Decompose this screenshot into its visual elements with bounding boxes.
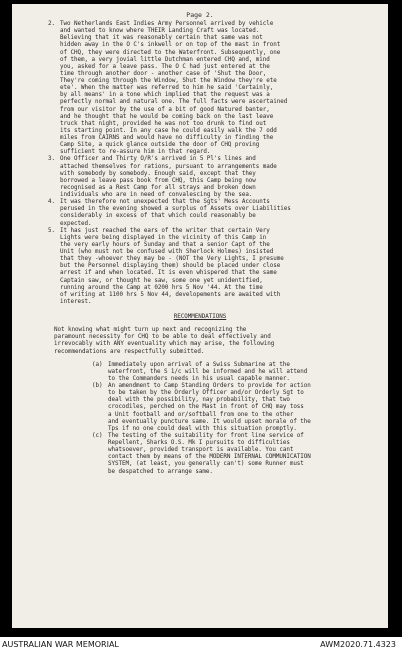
text-line: Tps if no one could deal with this situation promptly. [108, 425, 297, 432]
paragraph-item [12, 21, 388, 156]
recommendation-item-number: (c) [92, 432, 103, 439]
text-line: perused in the evening showed a surplus of Assets over Liabilities [60, 206, 291, 213]
recommendation-item-number: (a) [92, 361, 103, 368]
text-line: perfectly normal and natural one. The full facts were ascertained [60, 99, 288, 106]
text-line: It was therefore not unexpected that the Sgts' Mess Accounts [60, 199, 270, 206]
paragraph-item [12, 156, 388, 199]
text-line: crocodiles, perched on the Mast in front of CHQ may toss [108, 404, 304, 411]
text-line: to the Commanders needs in his usual capable manner. [108, 375, 290, 382]
text-line: truck that night, provided he was not too drunk to find out [60, 120, 267, 127]
text-line: They're coming through the Window, Shut the Window they're ete [60, 78, 277, 84]
text-line: interest. [60, 298, 92, 305]
text-line: its starting point. In any case he could easily walk the 7 odd [60, 127, 277, 134]
paragraph-item-number: 3. [48, 156, 55, 163]
footer-institution: AUSTRALIAN WAR MEMORIAL [2, 640, 119, 649]
text-line: The testing of the suitability for front line service of [108, 432, 304, 439]
text-line: contact them by means of the MODERN INTERNAL COMMUNICATION [108, 454, 311, 461]
text-line: irrevocably with ANY eventuality which may arise, the following [54, 341, 275, 348]
text-line: miles from CAIRNS and would have no difficulty in finding the [60, 135, 274, 141]
document-body [12, 21, 388, 476]
text-line: One Officer and Thirty O/R's arrived in 5 Pl's lines and [60, 156, 256, 163]
paragraph-item-number: 5. [48, 227, 55, 234]
text-line: Camp Site, a quick glance outside the door of CHQ proving [60, 142, 260, 149]
text-line: An amendment to Camp Standing Orders to provide for action [108, 383, 311, 389]
text-line: Immediately upon arrival of a Swiss Submarine at the [108, 361, 290, 368]
paragraph-item-number: 4. [48, 199, 55, 206]
recommendations-heading: RECOMMENDATIONS [173, 314, 227, 320]
text-line: with somebody by somebody. Enough said, except that they [60, 170, 256, 177]
text-line: arrest if and when located. It is even whispered that the same [60, 270, 277, 277]
text-line: attached themselves for rations, pursuant to arrangements made [60, 163, 277, 170]
text-line: deal with the possibility, nay probability, that two [108, 397, 290, 404]
text-line: recommendations are respectfully submitted. [54, 348, 205, 355]
text-line: Believing that it was reasonably certain that same was not [60, 35, 263, 42]
text-line: hidden away in the O C's inkwell or on top of the mast in front [60, 42, 281, 49]
text-line: It has just reached the ears of the writer that certain Very [60, 227, 270, 234]
recommendation-item [12, 383, 388, 433]
recommendation-item-number: (b) [92, 383, 103, 389]
text-line: that they -whoever they may be - (NOT the Very Lights, I presume [60, 256, 284, 263]
paragraph-item [12, 199, 388, 228]
text-line: and eventually puncture same. It would upset morale of the [108, 418, 311, 425]
text-line: by all means' in a tone which implied that the request was a [60, 92, 270, 99]
text-line: Not knowing what might turn up next and recognizing the [54, 327, 247, 334]
paragraph-item-number: 2. [48, 21, 55, 27]
text-line: borrowed a leave pass book from CHQ, this Camp being now [60, 177, 256, 184]
recommendations-list [12, 362, 388, 476]
text-line: of them, a very jovial little Dutchman entered CHQ and, mind [60, 56, 270, 63]
text-line: running around the Camp at 0200 hrs 5 Nov '44. At the time [60, 284, 263, 291]
text-line: Unit (who must not be confused with Sherlock Holmes) insisted [60, 249, 274, 255]
text-line: and he thought that he would be coming back on the last leave [60, 113, 274, 120]
recommendation-item [12, 362, 388, 383]
text-line: ete'. When the matter was referred to him he said 'Certainly, [60, 85, 274, 92]
footer [0, 640, 402, 653]
text-line: to be taken by the Orderly Officer and/or Orderly Sgt to [108, 390, 304, 397]
text-line: waterfront, the S 1/c will be informed and he will attend [108, 368, 308, 375]
paragraph-item [12, 228, 388, 306]
text-line: Repellent, Sharks O.S. Mk I pursuits to difficulties [108, 440, 290, 446]
text-line: time through another door - another case of 'Shut the Door, [60, 70, 267, 77]
text-line: a Unit football and or/softball from one to the other [108, 411, 294, 418]
text-line: whatsoever, provided transport is available. You cant [108, 447, 294, 454]
text-line: sufficient to re-assure him in that regard. [60, 149, 211, 156]
text-line: Captain saw, or thought he saw, some one yet unidentified, [60, 277, 263, 284]
text-line: expected. [60, 220, 92, 227]
recommendations-intro [12, 327, 388, 356]
text-line: be despatched to arrange same. [108, 468, 213, 475]
text-line: Two Netherlands East Indies Army Personnel arrived by vehicle [60, 21, 274, 27]
document-page [12, 4, 388, 628]
page-title: Page 2. [186, 11, 214, 19]
text-line: you, asked for a leave pass. The O C had just entered at the [60, 63, 270, 70]
text-line: considerably in excess of that which could reasonably be [60, 213, 256, 220]
footer-accession-number: AWM2020.71.4323 [320, 640, 396, 649]
text-line: paramount necessity for CHQ to be able to deal effectively and [54, 334, 271, 341]
text-line: and wanted to know where THEIR Landing Craft was located. [60, 28, 260, 35]
text-line: of CHQ, they were directed to the Waterfront. Subsequently, one [60, 49, 281, 56]
text-line: Lights were being displayed in the vicinity of this Camp in [60, 234, 267, 241]
text-line: the very early hours of Sunday and that a senior Capt of the [60, 241, 270, 248]
text-line: SYSTEM, (at least, you generally can't) some Runner must [108, 461, 304, 468]
text-line: of writing at 1100 hrs 5 Nov 44, developements are awaited with [60, 291, 281, 298]
text-line: but the Personnel displaying them) should be placed under close [60, 263, 281, 270]
recommendation-item [12, 433, 388, 476]
text-line: individuals who are in need of convalescing by the sea. [60, 192, 253, 198]
text-line: recognised as a Rest Camp for all strays and broken down [60, 184, 256, 191]
text-line: from our visitor by the use of a bit of good Natured banter, [60, 106, 270, 113]
